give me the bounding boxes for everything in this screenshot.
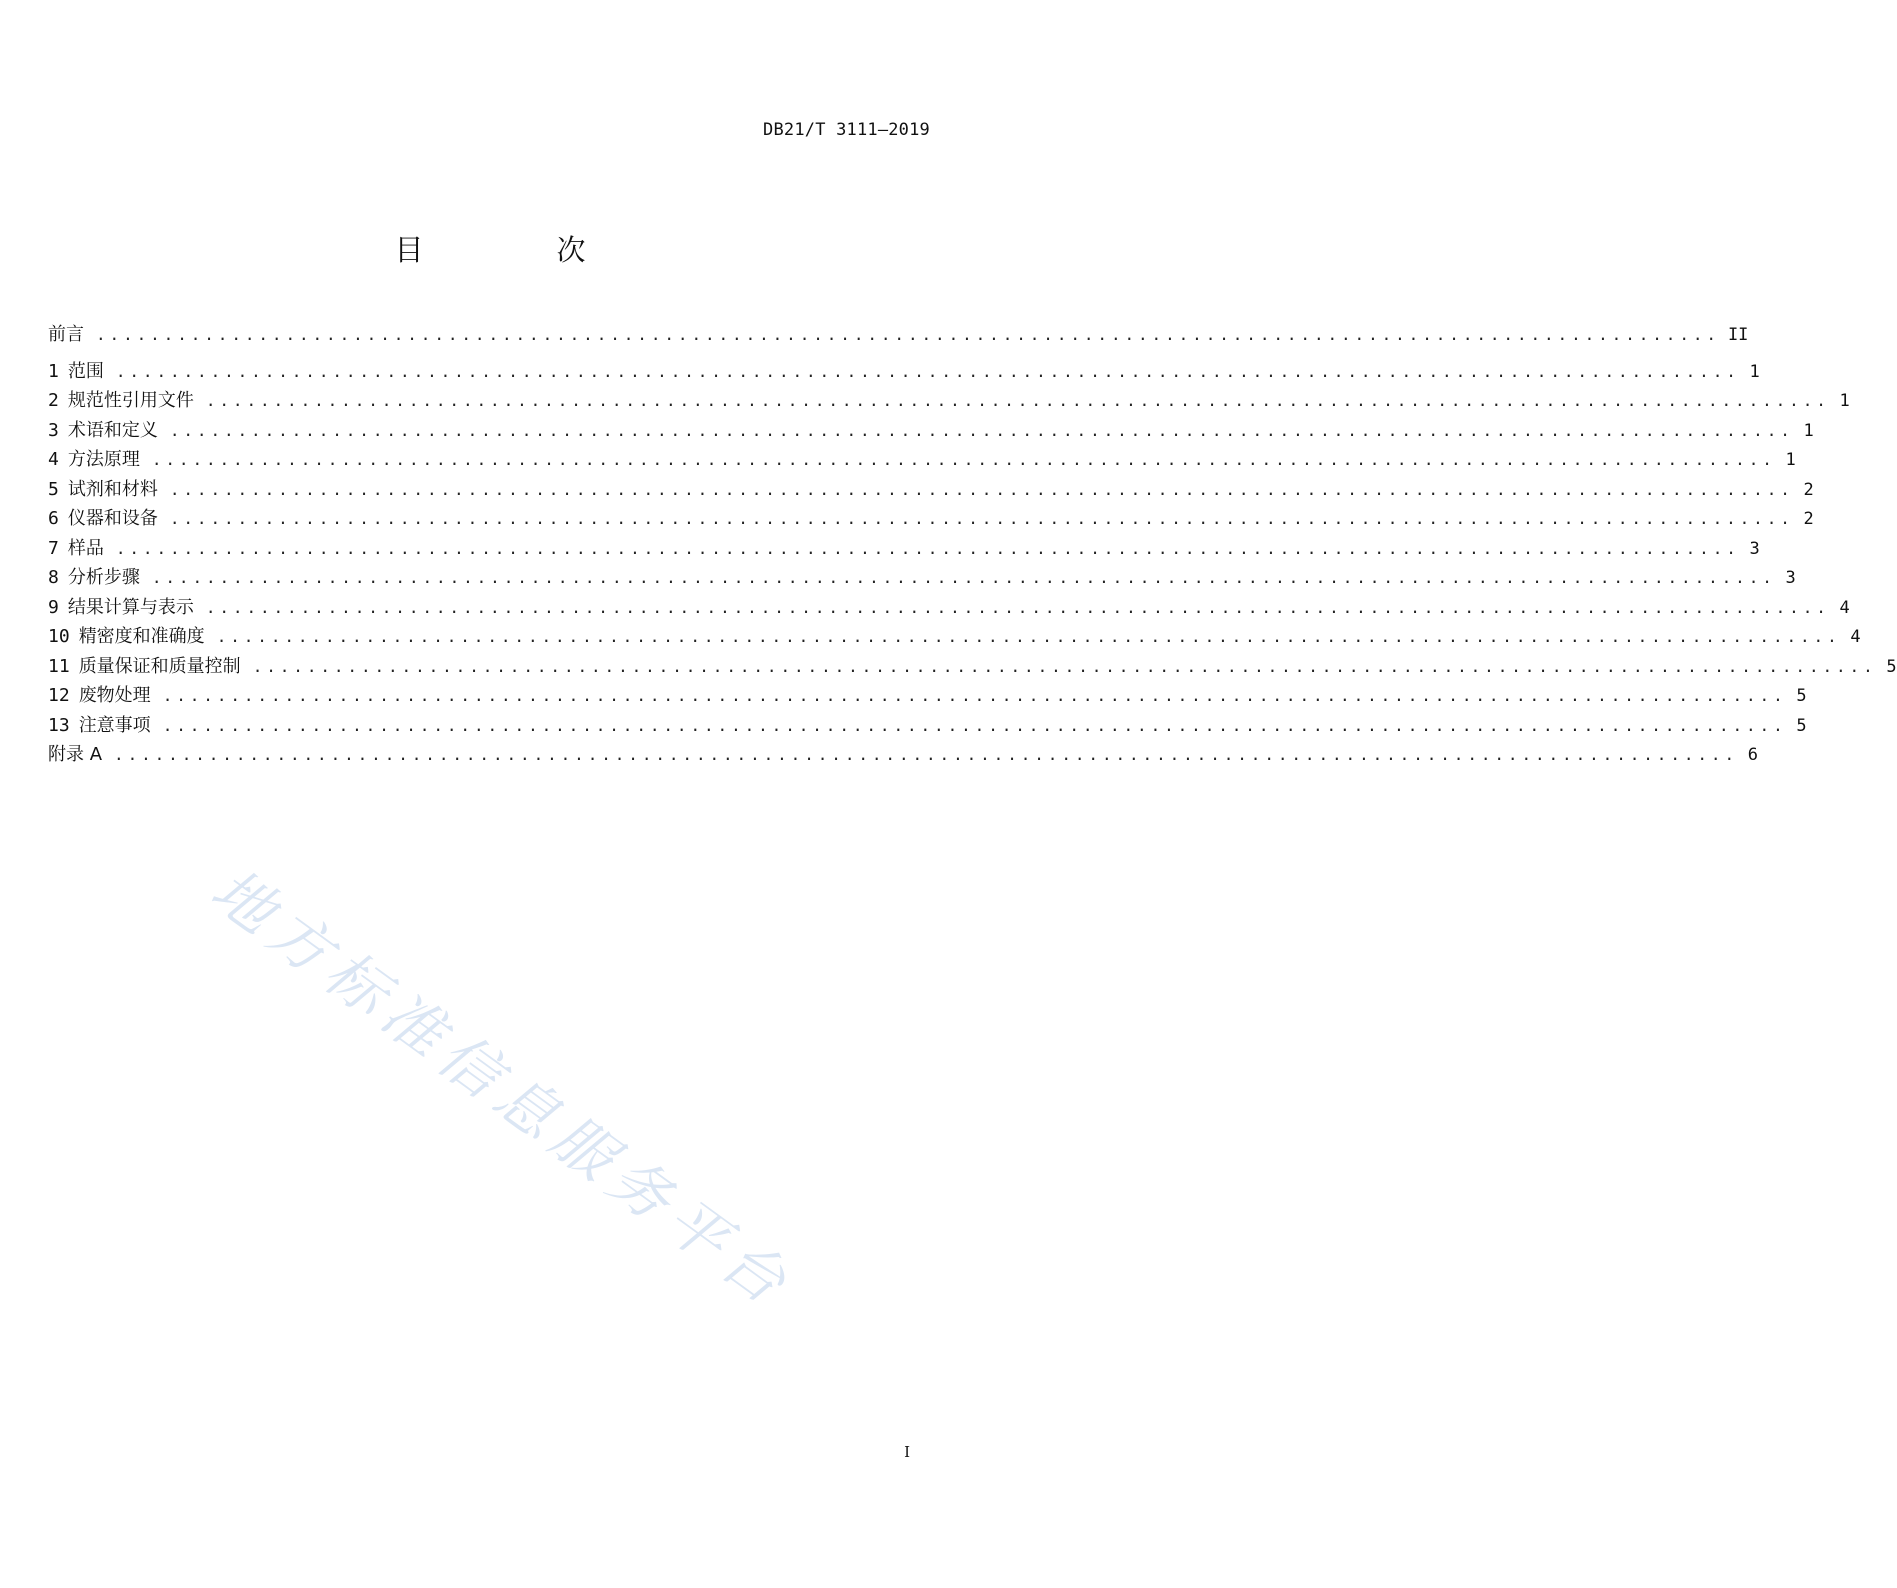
table-of-contents — [48, 320, 1897, 770]
toc-entry-number: 8 — [48, 567, 59, 588]
toc-entry-number: 3 — [48, 419, 59, 441]
toc-entry-2[interactable] — [48, 386, 1850, 416]
toc-entry-label: 规范性引用文件 — [67, 390, 194, 411]
toc-entry-6[interactable] — [48, 504, 1814, 534]
page-title: 目 次 — [394, 233, 638, 267]
toc-entry-11[interactable] — [48, 652, 1897, 682]
toc-entry-label: 样品 — [67, 537, 104, 559]
toc-leader-dots: ........................................................................................................................ — [151, 450, 1776, 469]
toc-entry-label: 方法原理 — [67, 449, 140, 470]
toc-entry-label: 分析步骤 — [67, 567, 140, 588]
toc-entry-page: 4 — [1850, 627, 1861, 647]
toc-entry-5[interactable] — [48, 475, 1814, 505]
toc-entry-page: 1 — [1839, 391, 1850, 411]
toc-entry-page: 1 — [1749, 361, 1760, 382]
toc-entry-label: 精密度和准确度 — [78, 626, 205, 647]
toc-entry-number: 10 — [48, 626, 70, 647]
toc-entry-12[interactable] — [48, 681, 1807, 711]
toc-entry-label: 废物处理 — [78, 685, 151, 706]
toc-entry-number: 4 — [48, 449, 59, 470]
toc-leader-dots: ........................................................................................................................ — [169, 509, 1794, 528]
toc-entry-page: II — [1727, 325, 1749, 345]
toc-leader-dots: ........................................................................................................................ — [205, 597, 1830, 617]
toc-entry-1[interactable] — [48, 357, 1760, 387]
toc-entry-label: 注意事项 — [78, 714, 151, 736]
toc-entry-foreword[interactable] — [48, 320, 1749, 350]
toc-entry-page: 1 — [1803, 420, 1814, 441]
toc-entry-number: 7 — [48, 537, 59, 559]
page-number: I — [904, 1443, 910, 1461]
toc-entry-number: 13 — [48, 714, 70, 736]
toc-entry-3[interactable] — [48, 416, 1814, 446]
standard-code: DB21/T 3111—2019 — [763, 120, 930, 140]
toc-entry-label: 质量保证和质量控制 — [78, 655, 241, 677]
toc-entry-label: 结果计算与表示 — [67, 596, 194, 618]
toc-entry-4[interactable] — [48, 445, 1796, 475]
toc-leader-dots: ........................................................................................................................ — [162, 715, 1787, 735]
toc-entry-page: 6 — [1747, 745, 1758, 765]
toc-entry-page: 2 — [1803, 509, 1814, 529]
toc-entry-number: 6 — [48, 508, 59, 529]
toc-entry-7[interactable] — [48, 534, 1760, 564]
toc-entry-label: 范围 — [67, 360, 104, 382]
toc-entry-13[interactable] — [48, 711, 1807, 741]
toc-entry-number: 5 — [48, 478, 59, 500]
watermark: 地方标准信息服务平台 — [198, 855, 806, 1324]
toc-entry-8[interactable] — [48, 563, 1796, 593]
toc-entry-page: 5 — [1886, 656, 1897, 677]
toc-leader-dots: ........................................................................................................................ — [115, 538, 1740, 558]
toc-leader-dots: ........................................................................................................................ — [162, 686, 1787, 705]
toc-leader-dots: ........................................................................................................................ — [115, 361, 1740, 381]
toc-entry-appendix-a[interactable] — [48, 740, 1758, 770]
toc-entry-page: 4 — [1839, 597, 1850, 618]
toc-leader-dots: ........................................................................................................................ — [169, 479, 1794, 499]
toc-entry-page: 3 — [1749, 538, 1760, 559]
toc-entry-number: 11 — [48, 655, 70, 677]
toc-entry-page: 2 — [1803, 479, 1814, 500]
toc-entry-label: 试剂和材料 — [67, 478, 158, 500]
toc-entry-number: 12 — [48, 685, 70, 706]
toc-entry-page: 5 — [1796, 715, 1807, 736]
toc-entry-9[interactable] — [48, 593, 1850, 623]
toc-entry-number: 9 — [48, 596, 59, 618]
toc-entry-label: 附录 A — [48, 744, 103, 765]
toc-entry-number: 2 — [48, 390, 59, 411]
toc-leader-dots: ........................................................................................................................ — [205, 391, 1830, 410]
toc-entry-label: 术语和定义 — [67, 419, 158, 441]
toc-entry-number: 1 — [48, 360, 59, 382]
toc-leader-dots: ........................................................................................................................ — [114, 745, 1738, 764]
toc-leader-dots: ........................................................................................................................ — [151, 568, 1776, 587]
toc-leader-dots: ........................................................................................................................ — [96, 325, 1720, 344]
toc-entry-page: 1 — [1785, 450, 1796, 470]
toc-leader-dots: ........................................................................................................................ — [169, 420, 1794, 440]
toc-entry-page: 5 — [1796, 686, 1807, 706]
toc-entry-label: 前言 — [48, 324, 84, 345]
toc-leader-dots: ........................................................................................................................ — [216, 627, 1841, 646]
toc-entry-label: 仪器和设备 — [67, 508, 158, 529]
toc-leader-dots: ........................................................................................................................ — [252, 656, 1877, 676]
toc-entry-10[interactable] — [48, 622, 1861, 652]
toc-entry-page: 3 — [1785, 568, 1796, 588]
